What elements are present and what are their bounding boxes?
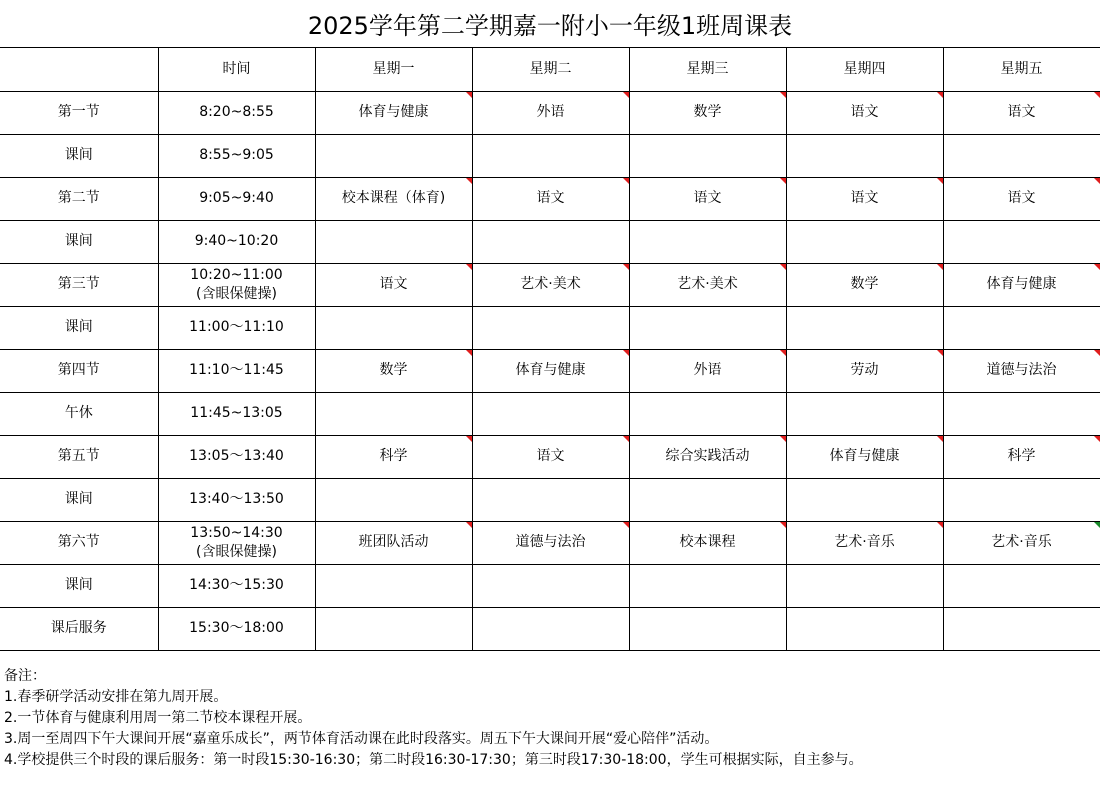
time-text: 9:05~9:40: [199, 190, 274, 206]
course-cell[interactable]: [943, 435, 1100, 478]
course-name: 校本课程: [679, 534, 736, 550]
table-row: [0, 392, 1100, 435]
course-name: 外语: [693, 362, 722, 378]
course-name: 科学: [379, 448, 408, 464]
time-text: 8:55~9:05: [199, 147, 274, 163]
course-cell[interactable]: [315, 521, 472, 564]
comment-marker-icon: [623, 522, 629, 528]
comment-marker-icon: [780, 264, 786, 270]
course-cell[interactable]: [472, 392, 629, 435]
course-cell[interactable]: [943, 392, 1100, 435]
table-row: [0, 177, 1100, 220]
time-cell[interactable]: [158, 521, 315, 564]
course-name: 外语: [536, 104, 565, 120]
comment-marker-icon: [466, 436, 472, 442]
time-text: (含眼保健操): [196, 543, 277, 560]
course-cell[interactable]: [943, 349, 1100, 392]
period-label[interactable]: 第一节: [0, 91, 158, 134]
comment-marker-icon: [1094, 178, 1100, 184]
course-cell[interactable]: [786, 349, 943, 392]
course-cell[interactable]: [472, 306, 629, 349]
comment-marker-icon: [780, 92, 786, 98]
time-cell[interactable]: [158, 392, 315, 435]
time-text: 13:05～13:40: [189, 448, 284, 464]
course-cell[interactable]: [786, 263, 943, 306]
table-row: [0, 564, 1100, 607]
course-name: 语文: [850, 104, 879, 120]
time-cell[interactable]: [158, 263, 315, 306]
time-cell[interactable]: [158, 220, 315, 263]
course-name: 语文: [1007, 104, 1036, 120]
course-cell[interactable]: [472, 478, 629, 521]
course-cell[interactable]: [943, 263, 1100, 306]
time-text: 8:20~8:55: [199, 104, 274, 120]
course-cell[interactable]: [943, 521, 1100, 564]
course-cell[interactable]: [786, 435, 943, 478]
time-cell[interactable]: [158, 349, 315, 392]
course-cell[interactable]: [472, 91, 629, 134]
time-cell[interactable]: [158, 435, 315, 478]
table-row: [0, 435, 1100, 478]
course-cell[interactable]: [315, 564, 472, 607]
course-cell[interactable]: [943, 607, 1100, 650]
course-cell[interactable]: [315, 392, 472, 435]
comment-marker-icon: [466, 178, 472, 184]
course-cell[interactable]: [472, 349, 629, 392]
course-cell[interactable]: [629, 220, 786, 263]
course-name: 语文: [536, 190, 565, 206]
time-text: 15:30～18:00: [189, 620, 284, 636]
note-line: 3.周一至周四下午大课间开展“嘉童乐成长”，两节体育活动课在此时段落实。周五下午大课间开展“爱心陪伴”活动。: [4, 731, 719, 747]
comment-marker-icon: [623, 178, 629, 184]
comment-marker-icon: [1094, 350, 1100, 356]
course-cell[interactable]: [629, 134, 786, 177]
course-cell[interactable]: [786, 607, 943, 650]
course-name: 数学: [693, 104, 722, 120]
time-text: 11:00～11:10: [189, 319, 284, 335]
period-label[interactable]: 第三节: [0, 263, 158, 306]
course-cell[interactable]: [943, 91, 1100, 134]
period-label[interactable]: 午休: [0, 392, 158, 435]
time-text: 13:40～13:50: [189, 491, 284, 507]
course-cell[interactable]: [629, 392, 786, 435]
period-label[interactable]: 第二节: [0, 177, 158, 220]
comment-marker-icon: [937, 522, 943, 528]
course-cell[interactable]: [315, 349, 472, 392]
course-cell[interactable]: [472, 521, 629, 564]
course-cell[interactable]: [315, 263, 472, 306]
comment-marker-icon: [1094, 436, 1100, 442]
course-cell[interactable]: [943, 306, 1100, 349]
comment-marker-icon: [780, 522, 786, 528]
course-cell[interactable]: [315, 607, 472, 650]
course-name: 体育与健康: [358, 104, 429, 120]
course-cell[interactable]: [629, 478, 786, 521]
header-cell[interactable]: 星期二: [472, 48, 629, 91]
table-row: [0, 263, 1100, 306]
course-name: 艺术·音乐: [834, 534, 895, 550]
course-name: 语文: [536, 448, 565, 464]
time-cell[interactable]: [158, 478, 315, 521]
course-name: 综合实践活动: [665, 448, 750, 464]
course-cell[interactable]: [315, 306, 472, 349]
course-cell[interactable]: [472, 220, 629, 263]
comment-marker-icon: [937, 92, 943, 98]
course-name: 艺术·美术: [677, 276, 738, 292]
comment-marker-icon: [937, 178, 943, 184]
comment-marker-icon: [780, 178, 786, 184]
period-label[interactable]: 课间: [0, 564, 158, 607]
table-row: [0, 134, 1100, 177]
comment-marker-icon: [466, 522, 472, 528]
comment-marker-icon: [623, 92, 629, 98]
course-cell[interactable]: [472, 607, 629, 650]
comment-marker-icon: [780, 436, 786, 442]
course-name: 艺术·音乐: [991, 534, 1052, 550]
time-text: 13:50~14:30: [190, 524, 283, 541]
course-cell[interactable]: [629, 177, 786, 220]
course-cell[interactable]: [786, 521, 943, 564]
table-row: [0, 91, 1100, 134]
course-cell[interactable]: [786, 392, 943, 435]
comment-marker-icon: [466, 92, 472, 98]
schedule-title: 2025学年第二学期嘉一附小一年级1班周课表: [0, 0, 1100, 48]
time-cell[interactable]: [158, 607, 315, 650]
course-name: 体育与健康: [515, 362, 586, 378]
period-label[interactable]: 第四节: [0, 349, 158, 392]
table-row: [0, 521, 1100, 564]
course-cell[interactable]: [786, 564, 943, 607]
comment-marker-icon: [937, 436, 943, 442]
comment-marker-icon: [623, 264, 629, 270]
note-line: 备注：: [4, 668, 46, 684]
course-cell[interactable]: [315, 91, 472, 134]
comment-marker-icon: [1094, 522, 1100, 528]
course-cell[interactable]: [943, 134, 1100, 177]
course-cell[interactable]: [472, 263, 629, 306]
comment-marker-icon: [1094, 264, 1100, 270]
course-cell[interactable]: [315, 478, 472, 521]
comment-marker-icon: [466, 350, 472, 356]
course-cell[interactable]: [315, 435, 472, 478]
note-line: 1.春季研学活动安排在第九周开展。: [4, 689, 228, 705]
comment-marker-icon: [780, 350, 786, 356]
course-cell[interactable]: [315, 134, 472, 177]
course-cell[interactable]: [786, 177, 943, 220]
header-cell[interactable]: 星期三: [629, 48, 786, 91]
course-name: 艺术·美术: [520, 276, 581, 292]
course-cell[interactable]: [315, 220, 472, 263]
course-name: 劳动: [850, 362, 879, 378]
table-row: [0, 306, 1100, 349]
course-cell[interactable]: [629, 349, 786, 392]
course-name: 道德与法治: [515, 534, 586, 550]
header-cell[interactable]: 星期五: [943, 48, 1100, 91]
header-cell[interactable]: [0, 48, 158, 91]
table-row: [0, 478, 1100, 521]
comment-marker-icon: [937, 264, 943, 270]
course-cell[interactable]: [472, 177, 629, 220]
table-row: [0, 220, 1100, 263]
period-label[interactable]: 课间: [0, 306, 158, 349]
comment-marker-icon: [623, 350, 629, 356]
comment-marker-icon: [1094, 92, 1100, 98]
course-cell[interactable]: [786, 220, 943, 263]
time-cell[interactable]: [158, 306, 315, 349]
period-label[interactable]: 第六节: [0, 521, 158, 564]
period-label[interactable]: 课后服务: [0, 607, 158, 650]
course-cell[interactable]: [629, 306, 786, 349]
course-cell[interactable]: [472, 435, 629, 478]
time-cell[interactable]: [158, 91, 315, 134]
header-row: [0, 48, 1100, 91]
course-cell[interactable]: [629, 607, 786, 650]
course-cell[interactable]: [943, 177, 1100, 220]
time-text: 11:45~13:05: [190, 405, 283, 421]
course-cell[interactable]: [629, 521, 786, 564]
comment-marker-icon: [937, 350, 943, 356]
course-name: 语文: [693, 190, 722, 206]
course-cell[interactable]: [472, 564, 629, 607]
course-cell[interactable]: [629, 435, 786, 478]
course-name: 语文: [379, 276, 408, 292]
course-cell[interactable]: [943, 220, 1100, 263]
header-cell[interactable]: 时间: [158, 48, 315, 91]
notes-section: [4, 666, 863, 771]
course-name: 语文: [850, 190, 879, 206]
course-cell[interactable]: [629, 263, 786, 306]
comment-marker-icon: [466, 264, 472, 270]
time-text: 9:40~10:20: [194, 233, 279, 249]
table-row: [0, 349, 1100, 392]
course-cell[interactable]: [786, 306, 943, 349]
time-text: 11:10～11:45: [189, 362, 284, 378]
note-line: 4.学校提供三个时段的课后服务：第一时段15:30-16:30；第二时段16:30-17:30；第三时段17:30-18:00，学生可根据实际，自主参与。: [4, 752, 863, 768]
comment-marker-icon: [623, 436, 629, 442]
course-name: 体育与健康: [986, 276, 1057, 292]
course-name: 科学: [1007, 448, 1036, 464]
course-name: 道德与法治: [986, 362, 1057, 378]
course-name: 班团队活动: [358, 534, 429, 550]
course-name: 体育与健康: [829, 448, 900, 464]
time-cell[interactable]: [158, 177, 315, 220]
course-cell[interactable]: [629, 564, 786, 607]
course-cell[interactable]: [786, 91, 943, 134]
course-cell[interactable]: [786, 478, 943, 521]
time-text: 10:20~11:00: [190, 266, 283, 283]
time-text: 14:30～15:30: [189, 577, 284, 593]
period-label[interactable]: 课间: [0, 134, 158, 177]
schedule-table: [0, 48, 1100, 651]
course-cell[interactable]: [943, 564, 1100, 607]
course-cell[interactable]: [472, 134, 629, 177]
period-label[interactable]: 课间: [0, 478, 158, 521]
period-label[interactable]: 第五节: [0, 435, 158, 478]
course-name: 数学: [850, 276, 879, 292]
header-cell[interactable]: 星期四: [786, 48, 943, 91]
time-text: (含眼保健操): [196, 285, 277, 302]
period-label[interactable]: 课间: [0, 220, 158, 263]
course-cell[interactable]: [943, 478, 1100, 521]
course-name: 数学: [379, 362, 408, 378]
course-name: 校本课程（体育): [341, 190, 446, 206]
table-row: [0, 607, 1100, 650]
header-cell[interactable]: 星期一: [315, 48, 472, 91]
course-cell[interactable]: [315, 177, 472, 220]
course-cell[interactable]: [629, 91, 786, 134]
time-cell[interactable]: [158, 134, 315, 177]
course-cell[interactable]: [786, 134, 943, 177]
time-cell[interactable]: [158, 564, 315, 607]
course-name: 语文: [1007, 190, 1036, 206]
note-line: 2.一节体育与健康利用周一第二节校本课程开展。: [4, 710, 312, 726]
